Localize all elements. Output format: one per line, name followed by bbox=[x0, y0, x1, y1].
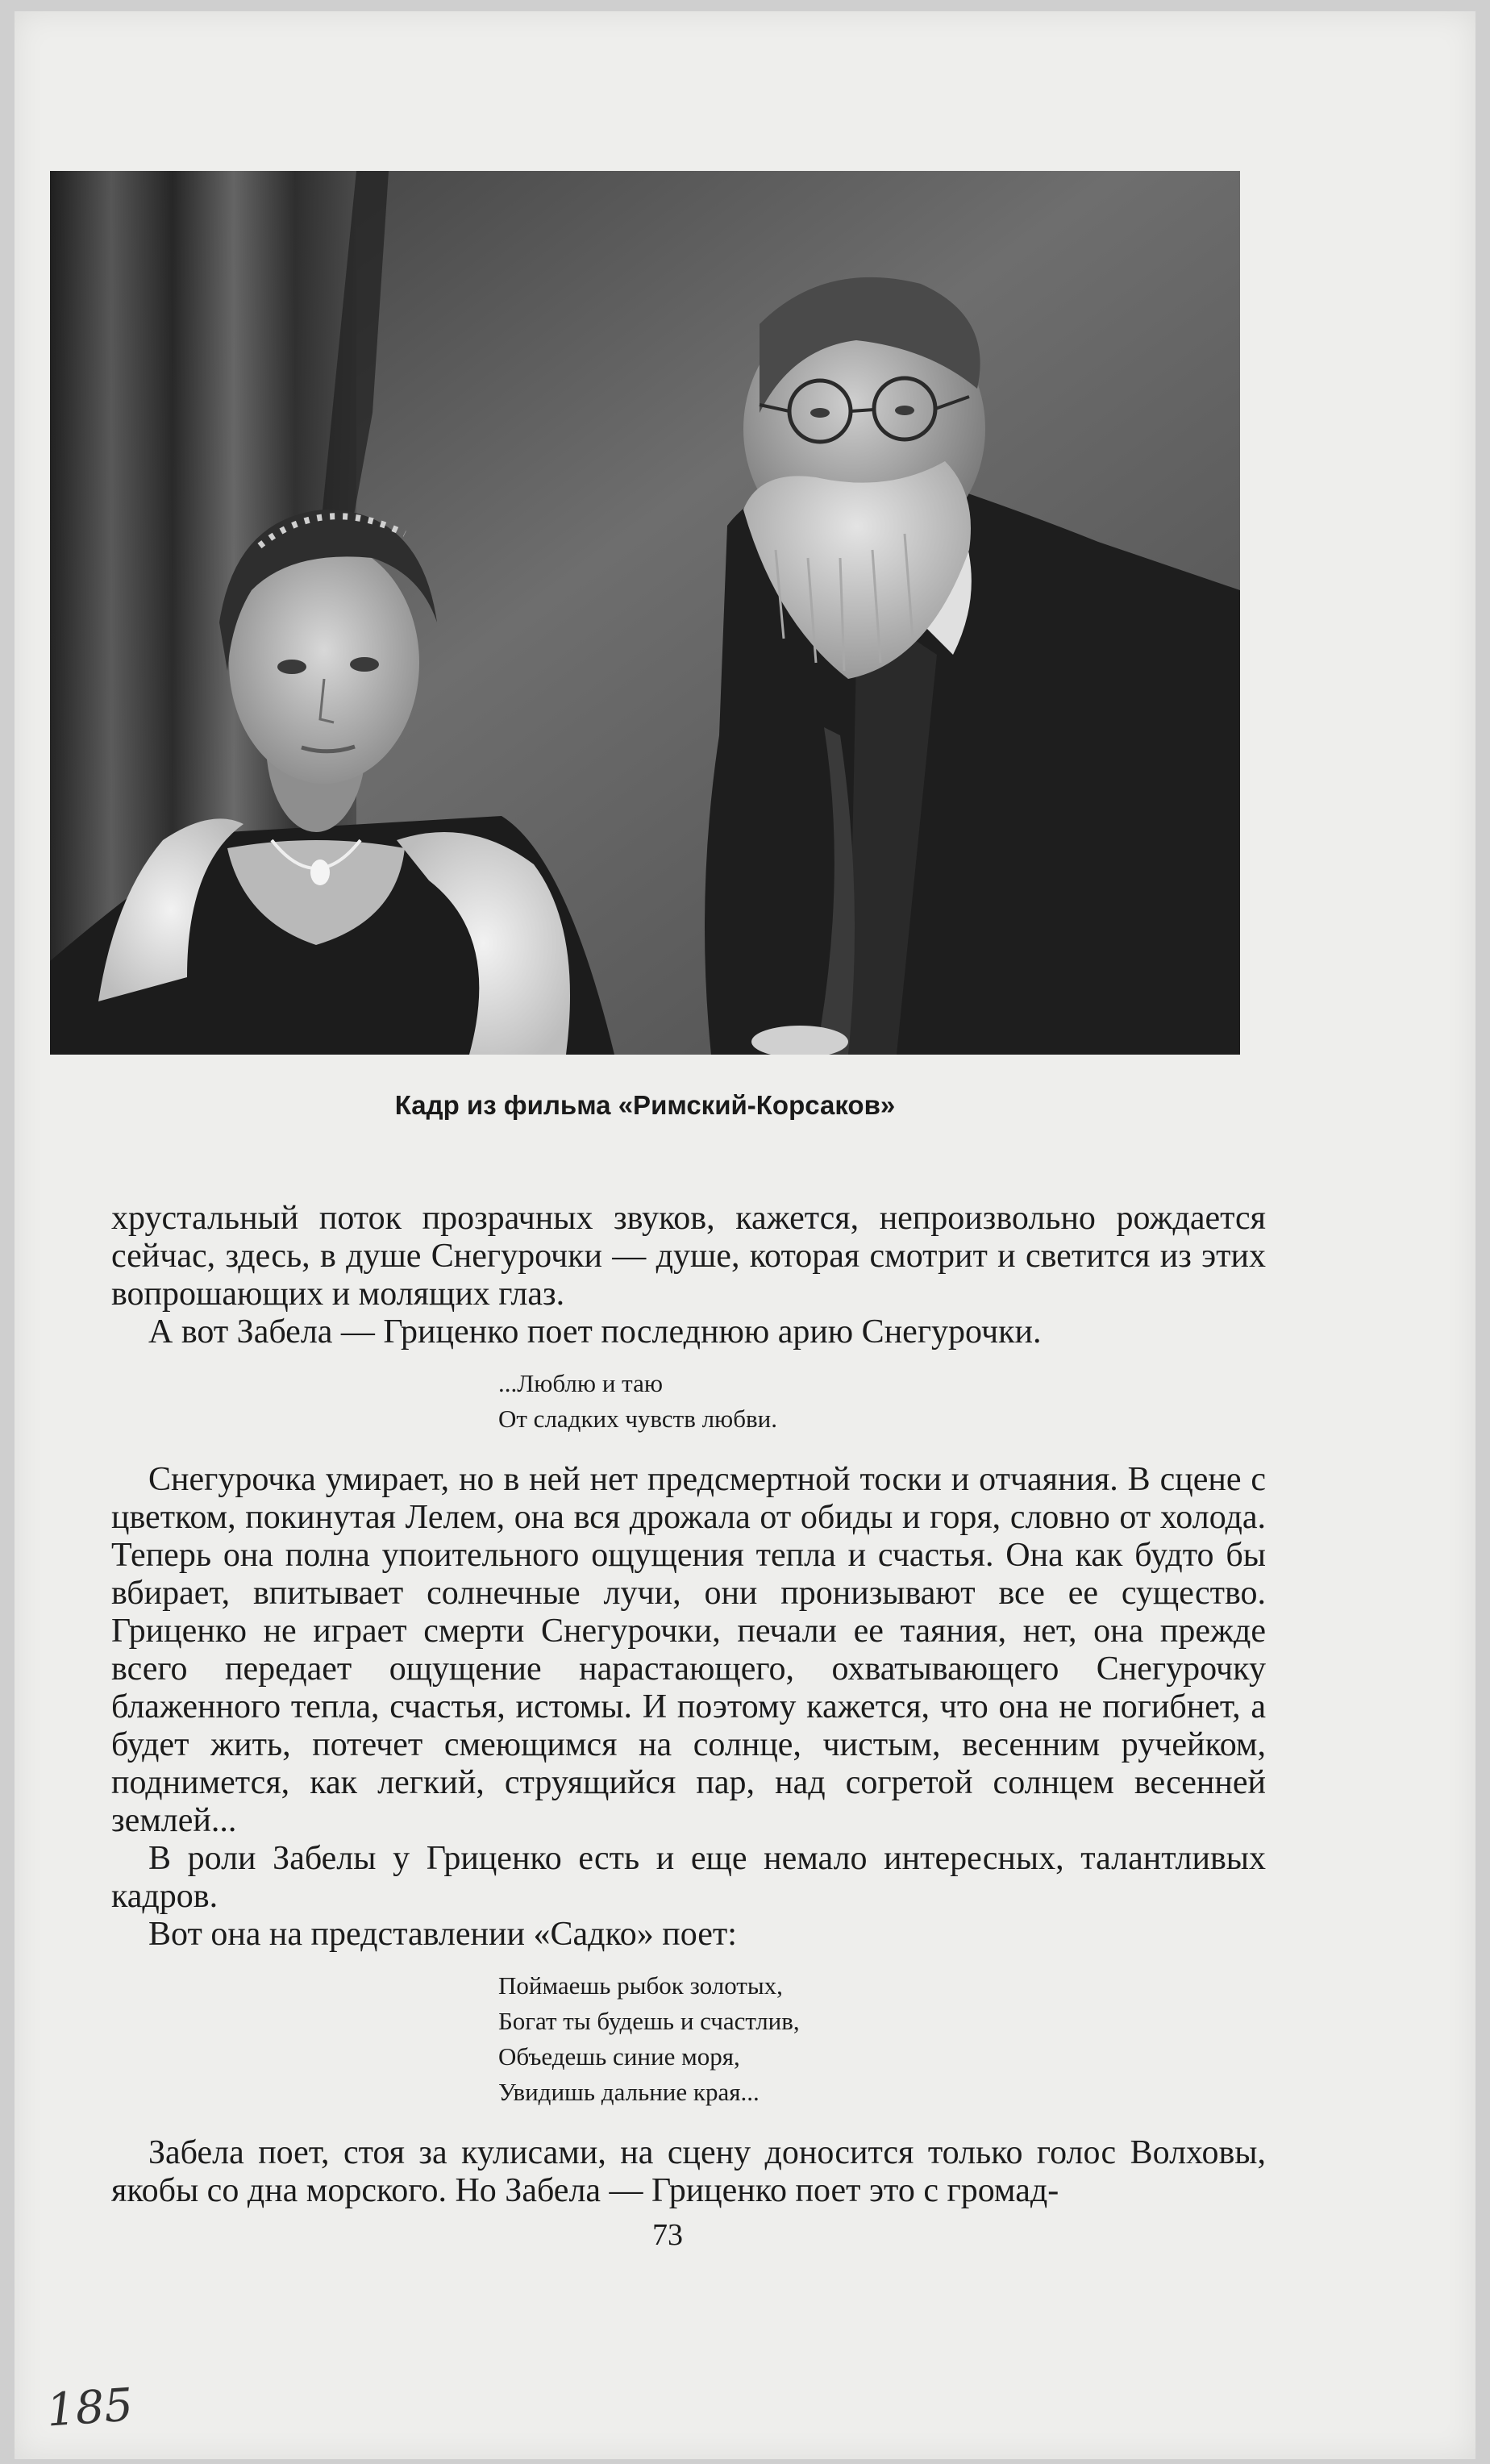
paragraph: Забела поет, стоя за кулисами, на сцену доносится только голос Волховы, якобы со дна морского. Но Забела — Гриценко поет это с громад- bbox=[111, 2134, 1266, 2209]
paragraph: А вот Забела — Гриценко поет последнюю арию Снегурочки. bbox=[148, 1313, 1042, 1351]
film-still-photo bbox=[50, 171, 1240, 1055]
photo-illustration bbox=[50, 171, 1240, 1055]
paragraph: Снегурочка умирает, но в ней нет предсмертной тоски и отчаяния. В сцене с цветком, покинутая Лелем, она вся дрожала от обиды и горя, словно от холода. Теперь она полна упоительного ощущения тепла и счастья. Она как будто бы вбирает, впитывает солнечные лучи, они пронизывают все ее существо. Гриценко не играет смерти Снегурочки, печали ее таяния, нет, она прежде всего передает ощущение нарастающего, охватывающего Снегурочку блаженного тепла, счастья, истомы. И поэтому кажется, что она не погибнет, а будет жить, потечет смеющимся на солнце, чистым, весенним ручейком, поднимется, как легкий, струящийся пар, над согретой солнцем весенней землей... bbox=[111, 1461, 1266, 1839]
paragraph: В роли Забелы у Гриценко есть и еще немало интересных, талантливых кадров. bbox=[111, 1840, 1266, 1915]
paragraph: хрустальный поток прозрачных звуков, кажется, непроизвольно рождается сейчас, здесь, в душе Снегурочки — душе, которая смотрит и светится из этих вопрошающих и молящих глаз. bbox=[111, 1200, 1266, 1313]
verse-line: ...Люблю и таю bbox=[498, 1369, 663, 1397]
verse-quote bbox=[498, 1968, 1266, 2110]
verse-line: Увидишь дальние края... bbox=[498, 2078, 760, 2106]
photo-caption: Кадр из фильма «Римский-Корсаков» bbox=[394, 1090, 896, 1120]
paragraph: Вот она на представлении «Садко» поет: bbox=[148, 1916, 737, 1953]
page-number: 73 bbox=[652, 2218, 683, 2252]
verse-line: Объедешь синие моря, bbox=[498, 2042, 740, 2071]
verse-line: От сладких чувств любви. bbox=[498, 1405, 777, 1433]
handwritten-note: 185 bbox=[44, 2379, 135, 2437]
verse-line: Поймаешь рыбок золотых, bbox=[498, 1971, 783, 2000]
verse-line: Богат ты будешь и счастлив, bbox=[498, 2007, 800, 2035]
verse-quote bbox=[498, 1366, 1266, 1437]
document-page bbox=[15, 11, 1475, 2459]
article-body bbox=[111, 1200, 1266, 2210]
